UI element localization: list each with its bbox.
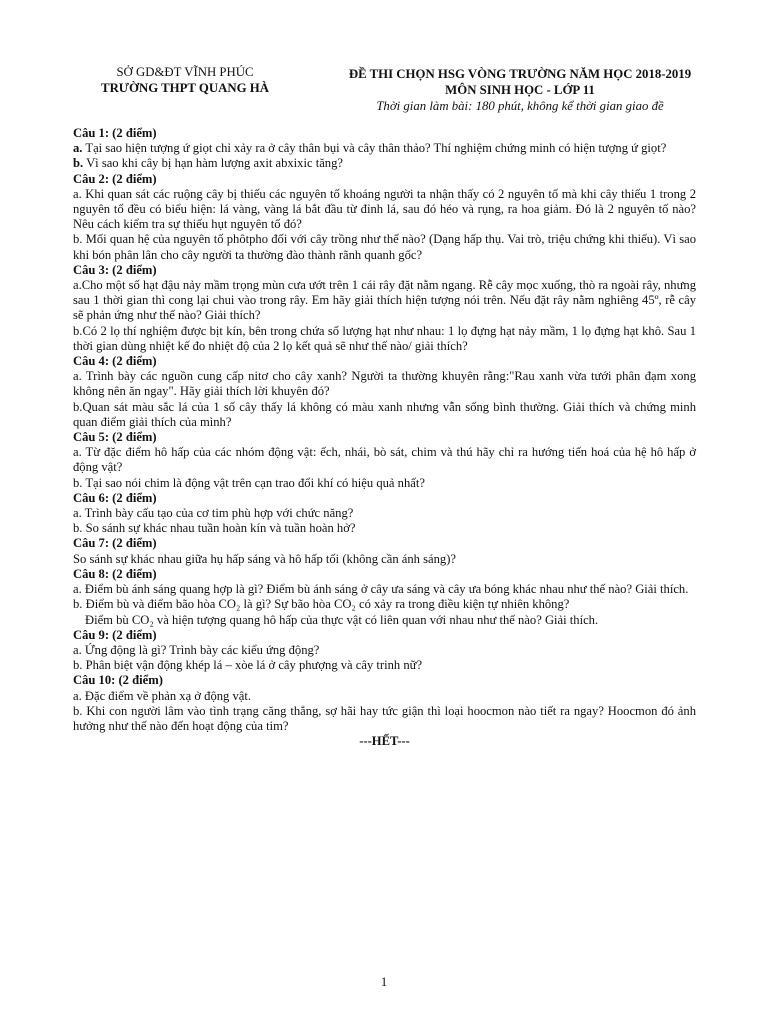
time-note: Thời gian làm bài: 180 phút, không kể thời gian giao đề (376, 99, 664, 113)
question-part: a. Đặc điểm về phản xạ ở động vật. (73, 688, 252, 703)
question-part: a. Điểm bù ánh sáng quang hợp là gì? Điểm bù ánh sáng ở cây ưa sáng và cây ưa bóng khác nhau như thế nào? Giải thích. (73, 582, 689, 597)
question-title: Câu 8: (2 điểm) (73, 566, 157, 581)
question-part: b. Điểm bù và điểm bão hòa CO₂ là gì? Sự bão hòa CO₂ có xảy ra trong điều kiện tự nhiên không? (73, 597, 570, 612)
question-part (73, 156, 696, 171)
question-2 (73, 172, 696, 263)
question-part: a. Trình bày các nguồn cung cấp nitơ cho cây xanh? Người ta thường khuyên rằng:"Rau xanh vừa tưới phân đạm xong không nên ăn ngay". Hãy giải thích lời khuyên đó? (73, 369, 696, 399)
question-9 (73, 628, 696, 674)
question-title: Câu 6: (2 điểm) (73, 490, 157, 505)
question-title: Câu 1: (2 điểm) (73, 126, 157, 140)
question-part: b.Có 2 lọ thí nghiệm được bịt kín, bên trong chứa số lượng hạt như nhau: 1 lọ đựng hạt nảy mầm, 1 lọ đựng hạt khô. Sau 1 thời gian dùng nhiệt kế đo nhiệt độ của 2 lọ kết quả sẽ như thế nào/ giải thích? (73, 323, 696, 353)
page-number: 1 (380, 975, 388, 989)
question-6 (73, 491, 696, 537)
question-4 (73, 354, 696, 430)
exam-title: ĐỀ THI CHỌN HSG VÒNG TRƯỜNG NĂM HỌC 2018-2019 (348, 67, 692, 81)
question-8 (73, 567, 696, 628)
department-name: SỞ GD&ĐT VĨNH PHÚC (116, 65, 254, 79)
question-title: Câu 10: (2 điểm) (73, 673, 163, 688)
question-title: Câu 3: (2 điểm) (73, 262, 157, 277)
question-part: b. So sánh sự khác nhau tuần hoàn kín và tuần hoàn hở? (73, 521, 356, 536)
question-title: Câu 4: (2 điểm) (73, 354, 157, 369)
question-part (73, 141, 696, 156)
question-part: b. Mối quan hệ của nguyên tố phôtpho đối với cây trồng như thế nào? (Dạng hấp thụ. Vai trò, triệu chứng khi thiếu). Vì sao khi bón phân lân cho cây người ta thường đào thành rãnh quanh gốc? (73, 232, 696, 262)
header-right (290, 66, 750, 114)
end-mark: ---HẾT--- (359, 734, 410, 749)
question-part: Điểm bù CO₂ và hiện tượng quang hô hấp của thực vật có liên quan với nhau như thế nào? Giải thích. (85, 612, 599, 627)
part-label: a. (73, 141, 83, 156)
question-7 (73, 536, 696, 566)
question-part: a.Cho một số hạt đậu nảy mầm trọng mùn cưa ướt trên 1 cái rây đặt nằm ngang. Rễ cây mọc xuống, thò ra ngoài rây, nhưng sau 1 thời gian thì cong lại chui vào trong rây. Em hãy giải thích hiện tượng nói trên. Nếu đặt rây nằm nghiêng 45º, rễ cây sẽ phản ứng như thế nào? Giải thích? (73, 278, 696, 323)
header-left (80, 64, 290, 96)
question-10 (73, 673, 696, 734)
question-part: b. Tại sao nói chim là động vật trên cạn trao đổi khí có hiệu quả nhất? (73, 475, 425, 490)
question-title: Câu 7: (2 điểm) (73, 536, 157, 551)
question-title: Câu 2: (2 điểm) (73, 171, 157, 186)
school-name: TRƯỜNG THPT QUANG HÀ (101, 81, 269, 95)
part-text: Vì sao khi cây bị hạn hàm lượng axit abxixic tăng? (86, 156, 343, 171)
question-1 (73, 126, 696, 172)
question-3 (73, 263, 696, 354)
question-part: b.Quan sát màu sắc lá của 1 số cây thấy lá không có màu xanh nhưng vẫn sống bình thường. Giải thích và chứng minh quan điểm giải thích của mình? (73, 399, 696, 429)
question-title: Câu 5: (2 điểm) (73, 430, 157, 445)
question-part: a. Khi quan sát các ruộng cây bị thiếu các nguyên tố khoáng người ta nhận thấy có 2 nguyên tố mà khi cây thiếu 1 trong 2 nguyên tố đều có biểu hiện: lá vàng, vàng lá bắt đầu từ đỉnh lá, sau đó héo và rụng, ra hoa giảm. Đó là 2 nguyên tố nào? Nêu cách kiểm tra sự thiếu hụt nguyên tố đó? (73, 186, 696, 232)
question-part: a. Trình bày cấu tạo của cơ tim phù hợp với chức năng? (73, 506, 354, 521)
question-title: Câu 9: (2 điểm) (73, 627, 157, 642)
question-part: So sánh sự khác nhau giữa hụ hấp sáng và hô hấp tối (không cần ánh sáng)? (73, 551, 456, 566)
question-part: a. Ứng động là gì? Trình bày các kiểu ứng động? (73, 642, 320, 657)
question-list (73, 126, 696, 749)
question-5 (73, 430, 696, 491)
question-part: a. Từ đặc điểm hô hấp của các nhóm động vật: ếch, nhái, bò sát, chim và thú hãy chỉ ra hướng tiến hoá của hệ hô hấp ở động vật? (73, 445, 696, 475)
subject-title: MÔN SINH HỌC - LỚP 11 (445, 83, 595, 97)
question-part: b. Khi con người lâm vào tình trạng căng thẳng, sợ hãi hay tức giận thì loại hoocmon nào tiết ra ngay? Hoocmon đó ảnh hưởng như thế nào đến hoạt động của tim? (73, 703, 696, 733)
part-label: b. (73, 156, 84, 171)
question-part: b. Phân biệt vận động khép lá – xòe lá ở cây phượng và cây trinh nữ? (73, 658, 423, 673)
part-text: Tại sao hiện tượng ứ giọt chỉ xảy ra ở cây thân bụi và cây thân thảo? Thí nghiệm chứng minh có hiện tượng ứ giọt? (85, 141, 667, 156)
